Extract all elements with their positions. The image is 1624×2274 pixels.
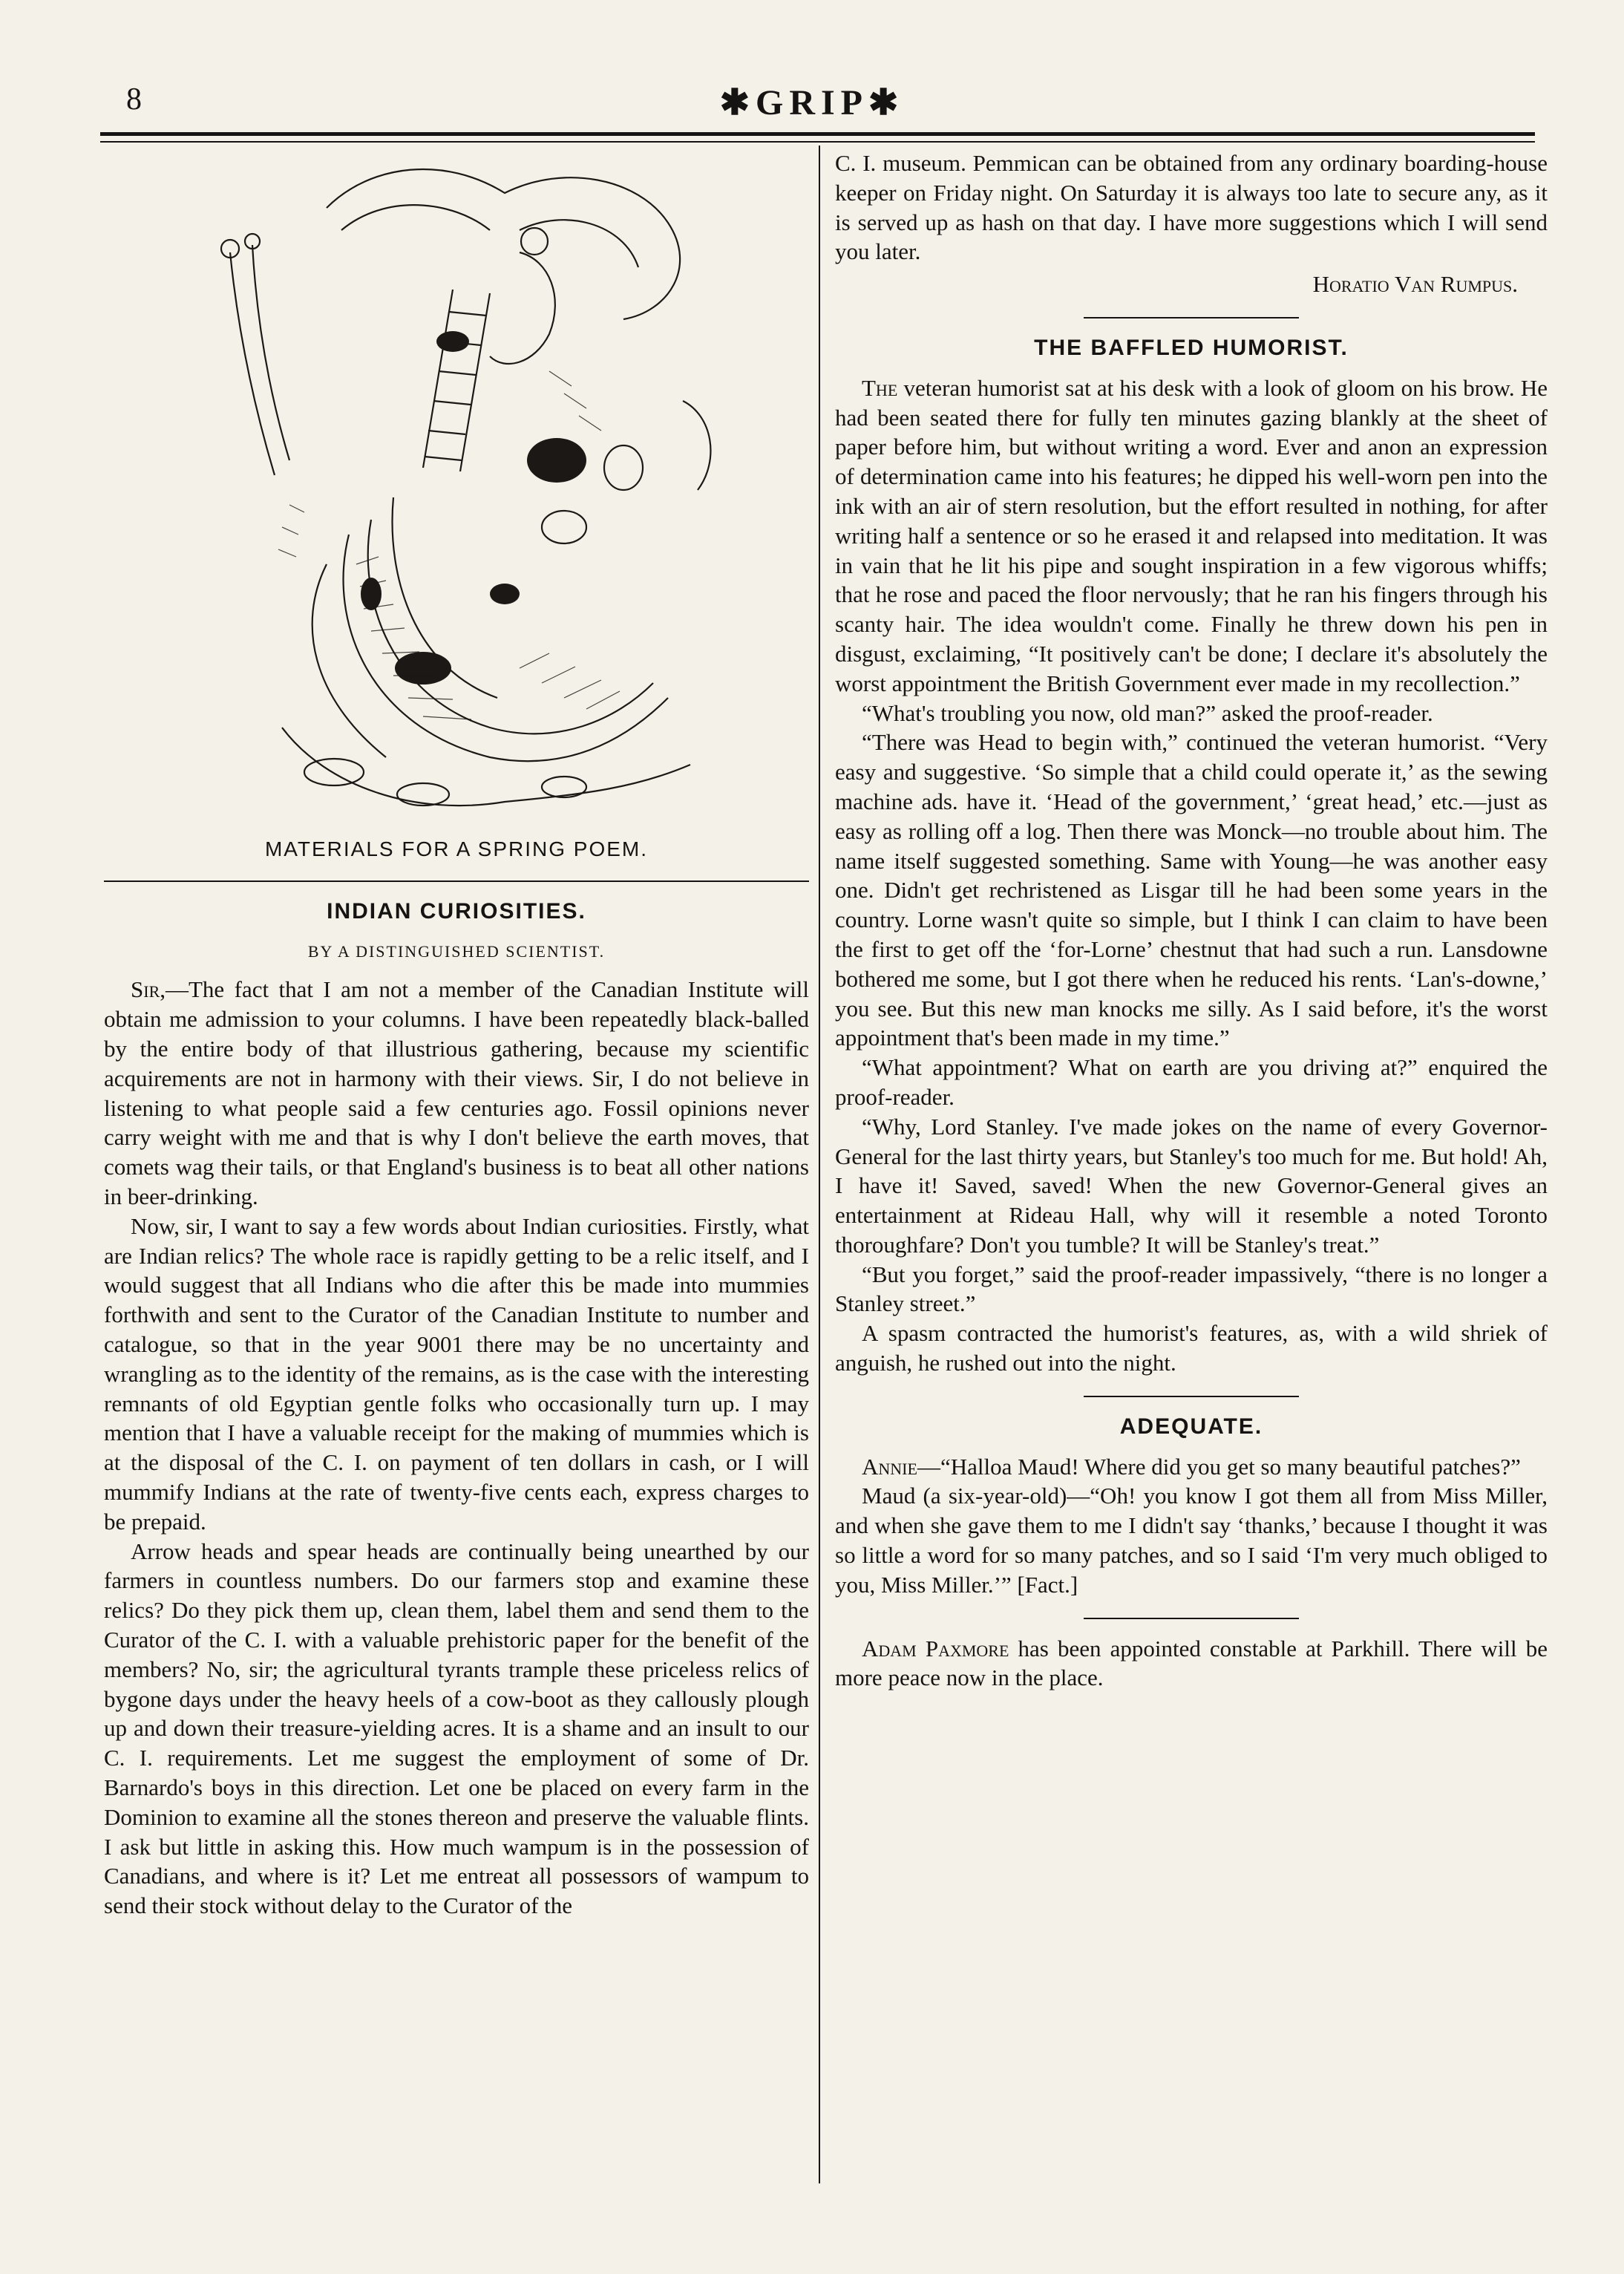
paragraph-text: —“Halloa Maud! Where did you get so many beautiful patches?”	[917, 1453, 1521, 1480]
article-signature: Horatio Van Rumpus.	[1312, 271, 1518, 298]
publication-title: ✱GRIP✱	[719, 83, 905, 122]
paragraph: Now, sir, I want to say a few words about Indian curiosities. Firstly, what are Indian relics? The whole race is rapidly getting to be a relic itself, and I would suggest that all Indians who die after this be made into mummies forthwith and sent to the Curator of the Canadian Institute to number and catalogue, so that in the year 9001 there may be no uncertainty and wrangling as to the identity of the remains, as is the case with the interesting remnants of old Egyptian gentle folks who occasionally turn up. I may mention that I have a valuable receipt for the making of mummies which is at the disposal of the C. I. on payment of ten dollars in cash, or I will mummify Indians at the rate of twenty-five cents each, express charges to be prepaid.	[104, 1212, 809, 1535]
article-byline: BY A DISTINGUISHED SCIENTIST.	[307, 941, 606, 961]
paragraph-text: —The fact that I am not a member of the Canadian Institute will obtain me admission to your columns. I have been repeatedly black-balled by the entire body of that illustrious gathering, because my scientific acquirements are not in harmony with their views. Sir, I do not believe in listening to what people said a few centuries ago. Fossil opinions never carry weight with me and that is why I don't believe the earth moves, that comets wag their tails, or that England's business is to beat all other nations in beer-drinking.	[104, 976, 809, 1209]
paragraph-lead: Adam Paxmore	[862, 1635, 1009, 1662]
paragraph: “What's troubling you now, old man?” asked the proof-reader.	[862, 699, 1433, 726]
column-divider	[819, 146, 820, 2183]
paragraph: A spasm contracted the humorist's features, as, with a wild shriek of anguish, he rushed out into the night.	[835, 1320, 1548, 1376]
article-title-adequate: ADEQUATE.	[1119, 1414, 1263, 1439]
paragraph: “What appointment? What on earth are you driving at?” enquired the proof-reader.	[835, 1054, 1548, 1110]
left-column	[104, 148, 809, 1921]
paragraph: “There was Head to begin with,” continued the veteran humorist. “Very easy and suggestive. ‘So simple that a child could operate it,’ as the sewing machine ads. have it. ‘Head of the government,’ ‘great head,’ etc.—just as easy as rolling off a log. Then there was Monck—no trouble about him. The name itself suggested something. Same with Young—he was another easy one. Didn't get rechristened as Lisgar till he had been some years in the country. Lorne wasn't quite so simple, but I think I can claim to have been the first to get off the ‘for-Lorne’ chestnut that had such a run. Lansdowne bothered me some, but I got there when he reduced his rents. ‘Lan's-downe,’ you see. But this new man knocks me silly. As I said before, it's the worst appointment that's been made in my time.”	[835, 729, 1548, 1051]
section-rule	[1084, 1396, 1299, 1397]
section-rule	[104, 880, 809, 882]
spring-poem-illustration	[104, 148, 809, 831]
paragraph: “But you forget,” said the proof-reader impassively, “there is no longer a Stanley street.”	[835, 1261, 1548, 1317]
page-number: 8	[126, 82, 142, 117]
paragraph-text: veteran humorist sat at his desk with a look of gloom on his brow. He had been seated there for fully ten minutes gazing blankly at the sheet of paper before him, but without writing a word. Ever and anon an expression of determination came into his features; he dipped his well-worn pen into the ink with an air of stern resolution, but the effort resulted in nothing, for after writing half a sentence or so he erased it and relapsed into meditation. It was in vain that he lit his pipe and sought inspiration in a few vigorous whiffs; that he rose and paced the floor nervously; that he ran his fingers through his scanty hair. The idea wouldn't come. Finally he threw down his pen in disgust, exclaiming, “It positively can't be done; I declare it's absolutely the worst appointment the British Government ever made in my recollection.”	[835, 374, 1548, 696]
illustration-caption: MATERIALS FOR A SPRING POEM.	[264, 837, 649, 860]
paragraph	[835, 373, 1548, 699]
masthead-rule	[100, 132, 1535, 136]
section-rule	[1084, 1618, 1299, 1619]
paragraph-text: has been appointed constable at Parkhill. There will be more peace now in the place.	[835, 1635, 1548, 1691]
paragraph	[835, 1634, 1548, 1693]
paragraph: Maud (a six-year-old)—“Oh! you know I got them all from Miss Miller, and when she gave them to me I didn't say ‘thanks,’ because I thought it was so little a word for so many patches, and so I said ‘I'm very much obliged to you, Miss Miller.’” [Fact.]	[835, 1483, 1548, 1598]
paragraph	[104, 975, 809, 1211]
article-title-baffled-humorist: THE BAFFLED HUMORIST.	[1034, 335, 1349, 360]
paragraph-lead: Annie	[862, 1453, 917, 1480]
paragraph: “Why, Lord Stanley. I've made jokes on the name of every Governor-General for the last thirty years, but Stanley's too much for me. But hold! Ah, I have it! Saved, saved! When the new Governor-General gives an entertainment at Rideau Hall, why will it resemble a noted Toronto thoroughfare? Don't you tumble? It will be Stanley's treat.”	[835, 1113, 1548, 1258]
paragraph	[835, 1452, 1548, 1482]
masthead	[89, 82, 1535, 126]
paragraph-lead: Sir,	[131, 976, 166, 1003]
paragraph-continued: C. I. museum. Pemmican can be obtained from any ordinary boarding-house keeper on Friday night. On Saturday it is always too late to secure any, as it is served up as hash on that day. I have more suggestions which I will send you later.	[835, 150, 1548, 265]
illustration-drawing	[104, 148, 809, 831]
masthead-rule-thin	[100, 141, 1535, 143]
section-rule	[1084, 317, 1299, 318]
paragraph-lead: The	[862, 374, 898, 401]
paragraph: Arrow heads and spear heads are continually being unearthed by our farmers in countless numbers. Do our farmers stop and examine these relics? Do they pick them up, clean them, label them and send them to the Curator of the C. I. with a valuable prehistoric paper for the benefit of the members? No, sir; the agricultural tyrants trample these priceless relics of bygone days under the heavy heels of a cow-boot as they callously plough up and down their treasure-yielding acres. It is a shame and an insult to our C. I. requirements. Let me suggest the employment of some of Dr. Barnardo's boys in this direction. Let one be placed on every farm in the Dominion to examine all the stones thereon and preserve the valuable flints. I ask but little in asking this. How much wampum is in the possession of Canadians, and where is it? Let me entreat all possessors of wampum to send their stock without delay to the Curator of the	[104, 1538, 809, 1919]
right-column	[835, 148, 1548, 1693]
article-title-indian-curiosities: INDIAN CURIOSITIES.	[327, 898, 586, 924]
